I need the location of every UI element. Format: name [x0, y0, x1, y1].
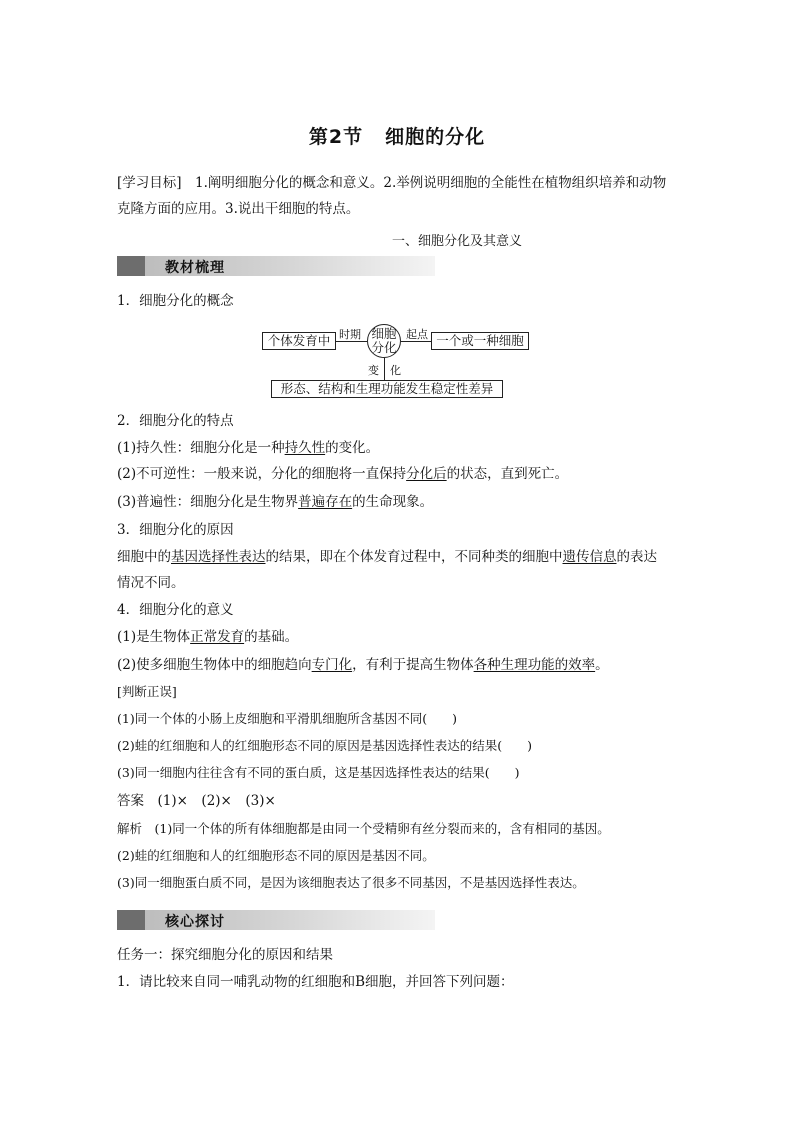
- sig-2-key-1: 专门化: [311, 657, 353, 673]
- judge-question-3: (3)同一细胞内往往含有不同的蛋白质，这是基因选择性表达的结果( ): [117, 765, 520, 780]
- diagram-box-origin: 一个或一种细胞: [431, 332, 529, 350]
- diagram-circle-line-2: 分化: [371, 340, 397, 355]
- judge-explanation-2: (2)蛙的红细胞和人的红细胞形态不同的原因是基因不同。: [117, 848, 435, 863]
- diagram-box-result: 形态、结构和生理功能发生稳定性差异: [271, 380, 503, 398]
- diagram-circle-differentiation: [367, 324, 401, 358]
- diagram-label-change-1: 变: [368, 364, 379, 377]
- significance-heading: 4．细胞分化的意义: [117, 602, 234, 618]
- feature-2-text: (2)不可逆性：一般来说，分化的细胞将一直保持: [117, 466, 407, 482]
- feature-3-text: (3)普遍性：细胞分化是生物界: [117, 494, 299, 510]
- feature-1-key: 持久性: [284, 440, 326, 456]
- judge-heading: [判断正误]: [117, 684, 177, 699]
- feature-1-text: (1)持久性：细胞分化是一种: [117, 440, 285, 456]
- diagram-label-origin: 起点: [406, 328, 428, 341]
- title-main: 细胞的分化: [385, 126, 486, 148]
- diagram-label-change-2: 化: [390, 364, 401, 377]
- diagram-circle-line-1: 细胞: [371, 326, 397, 341]
- diagram-box-stage: 个体发育中: [262, 332, 336, 350]
- sig-1-end: 的基础。: [244, 629, 299, 645]
- cause-text-1: 细胞中的: [117, 549, 171, 565]
- title-prefix: 第2节: [308, 126, 364, 148]
- section-title: 一、细胞分化及其意义: [391, 234, 522, 249]
- feature-item-2: [117, 465, 568, 483]
- feature-item-3: [117, 493, 433, 511]
- concept-diagram: [262, 322, 534, 402]
- diagram-label-period: 时期: [339, 328, 361, 341]
- task-title: 任务一：探究细胞分化的原因和结果: [117, 947, 333, 963]
- objectives-line-2: 克隆方面的应用。3.说出干细胞的特点。: [117, 201, 360, 217]
- sig-2-text: (2)使多细胞生物体中的细胞趋向: [117, 657, 312, 673]
- feature-3-key: 普遍存在: [298, 494, 353, 510]
- features-heading: 2．细胞分化的特点: [117, 413, 234, 429]
- section-bar-core-label: 核心探讨: [165, 914, 225, 930]
- page-title: [0, 122, 794, 149]
- objectives-line-1: [学习目标] 1.阐明细胞分化的概念和意义。2.举例说明细胞的全能性在植物组织培养和动物: [117, 175, 667, 191]
- feature-2-key: 分化后: [406, 466, 447, 482]
- sig-1-text: (1)是生物体: [117, 629, 191, 645]
- section-bar-textbook: [117, 256, 435, 276]
- significance-item-1: [117, 628, 298, 646]
- judge-question-2: (2)蛙的红细胞和人的红细胞形态不同的原因是基因选择性表达的结果( ): [117, 738, 532, 753]
- cause-line-1: [117, 548, 657, 566]
- task-question-1: 1．请比较来自同一哺乳动物的红细胞和B细胞，并回答下列问题：: [117, 974, 514, 990]
- feature-1-end: 的变化。: [325, 440, 380, 456]
- cause-text-2: 的结果，即在个体发育过程中，不同种类的细胞中: [265, 549, 563, 565]
- judge-answer: 答案 (1)× (2)× (3)×: [117, 793, 276, 809]
- section-bar-core: [117, 910, 435, 930]
- diagram-connector-down: [384, 358, 385, 380]
- judge-explanation-3: (3)同一细胞蛋白质不同，是因为该细胞表达了很多不同基因，不是基因选择性表达。: [117, 875, 585, 890]
- cause-heading: 3．细胞分化的原因: [117, 522, 234, 538]
- section-bar-label: 教材梳理: [165, 260, 225, 276]
- cause-key-2: 遗传信息: [562, 549, 617, 565]
- sig-1-key: 正常发育: [190, 629, 245, 645]
- judge-explanation-1: 解析 (1)同一个体的所有体细胞都是由同一个受精卵有丝分裂而来的，含有相同的基因。: [117, 821, 610, 836]
- cause-line-2: 情况不同。: [117, 575, 185, 591]
- cause-key-1: 基因选择性表达: [171, 549, 266, 565]
- sig-2-key-2: 各种生理功能的效率: [473, 657, 596, 673]
- sig-2-end: 。: [595, 657, 609, 673]
- feature-item-1: [117, 439, 379, 457]
- significance-item-2: [117, 656, 609, 674]
- feature-3-end: 的生命现象。: [352, 494, 434, 510]
- judge-question-1: (1)同一个体的小肠上皮细胞和平滑肌细胞所含基因不同( ): [117, 711, 457, 726]
- cause-text-3: 的表达: [616, 549, 657, 565]
- concept-heading: 1．细胞分化的概念: [117, 293, 234, 309]
- sig-2-text-2: ，有利于提高生物体: [352, 657, 474, 673]
- feature-2-end: 的状态，直到死亡。: [446, 466, 569, 482]
